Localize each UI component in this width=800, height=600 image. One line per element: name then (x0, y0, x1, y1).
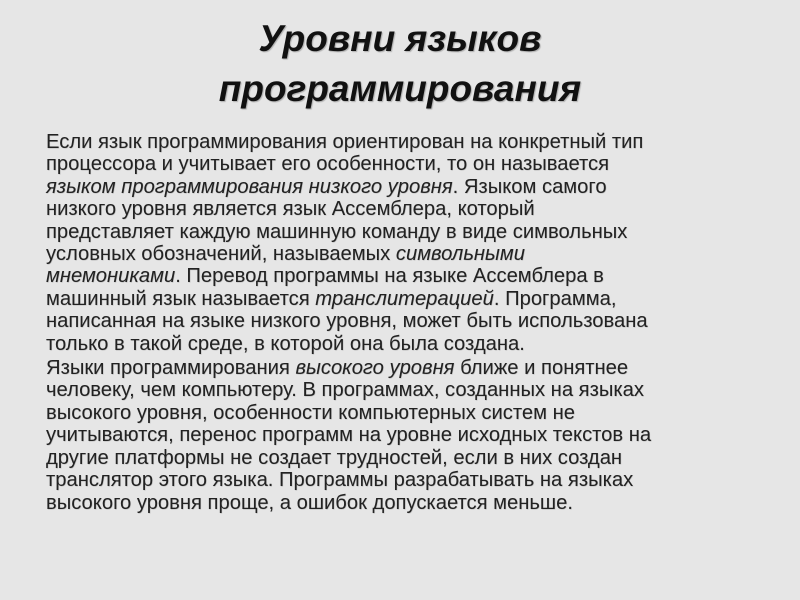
text-line: транслятор этого языка. Программы разрабатывать на языках (46, 469, 634, 492)
paragraph-high-level (46, 357, 746, 514)
text-fragment: условных обозначений, называемых (46, 243, 396, 266)
text-line: высокого уровня проще, а ошибок допускается меньше. (46, 491, 573, 514)
text-line: процессора и учитывает его особенности, то он называется (46, 153, 610, 176)
text-line: низкого уровня является язык Ассемблера, который (46, 198, 535, 221)
term-low-level-language: языком программирования низкого уровня (46, 175, 453, 198)
text-line: Если язык программирования ориентирован на конкретный тип (46, 131, 644, 153)
text-fragment: . Языком самого (452, 175, 607, 198)
text-fragment: Языки программирования (46, 357, 296, 380)
term-transliteration: транслитерацией (315, 287, 494, 310)
text-fragment: . Перевод программы на языке Ассемблера в (175, 265, 604, 288)
text-line: представляет каждую машинную команду в виде символьных (46, 220, 628, 243)
text-line (46, 243, 746, 266)
text-fragment: . Программа, (493, 287, 617, 310)
text-line: человеку, чем компьютеру. В программах, созданных на языках (46, 379, 644, 402)
text-line: учитываются, перенос программ на уровне исходных текстов на (46, 424, 652, 447)
text-fragment: машинный язык называется (46, 287, 316, 310)
text-line (46, 265, 746, 288)
text-line: только в такой среде, в которой она была создана. (46, 332, 525, 355)
term-symbolic: символьными (395, 243, 525, 266)
title-line-1: Уровни языков (258, 18, 542, 59)
text-line: написанная на языке низкого уровня, может быть использована (46, 310, 648, 333)
text-line: другие платформы не создает трудностей, если в них создан (46, 446, 623, 469)
text-line (46, 175, 746, 198)
slide-body (46, 131, 746, 514)
term-high-level: высокого уровня (295, 357, 455, 380)
text-fragment: ближе и понятнее (454, 357, 629, 380)
text-line: высокого уровня, особенности компьютерных систем не (46, 401, 575, 424)
slide-title (0, 14, 800, 114)
title-line-2: программирования (218, 68, 582, 109)
term-mnemonics: мнемониками (46, 265, 176, 288)
text-line (46, 357, 746, 380)
text-line (46, 287, 746, 310)
paragraph-low-level (46, 131, 746, 355)
